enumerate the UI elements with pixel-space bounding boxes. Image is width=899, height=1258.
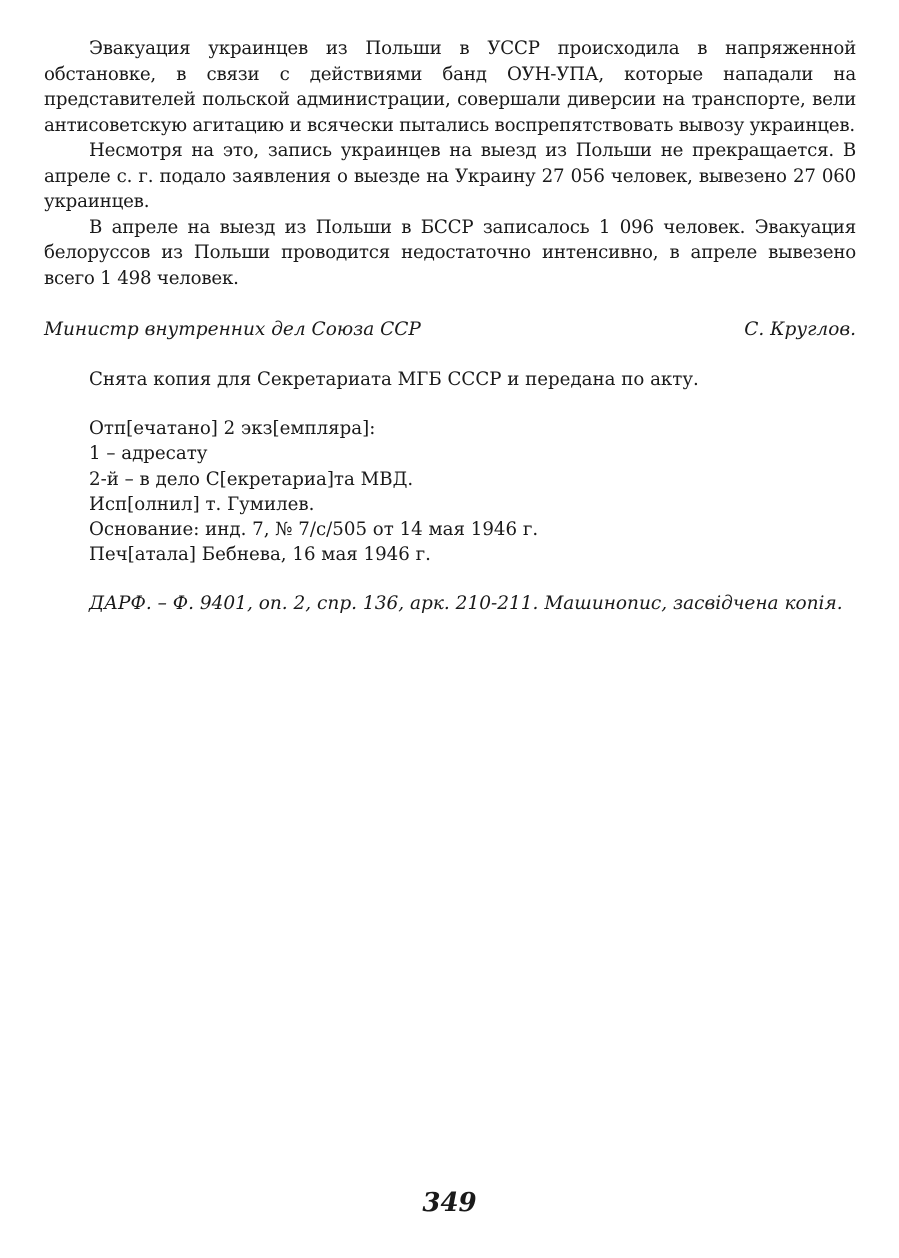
paragraph: В апреле на выезд из Польши в БССР записалось 1 096 человек. Эвакуация белоруссов из Польши проводится недостаточно интенсивно, в апреле вывезено всего 1 498 человек. [44, 216, 856, 289]
print-info-line: 1 – адресату [89, 443, 208, 465]
signatory-name: С. Круглов. [744, 319, 856, 340]
print-info-line: Исп[олнил] т. Гумилев. [89, 493, 315, 515]
print-info-line: Печ[атала] Бебнева, 16 мая 1946 г. [89, 544, 431, 566]
signatory-position: Министр внутренних дел Союза ССР [44, 319, 421, 340]
signature-block [44, 318, 856, 342]
print-info-line: Отп[ечатано] 2 экз[емпляра]: [89, 418, 376, 439]
page-number: 349 [422, 1188, 477, 1218]
print-info [44, 416, 856, 568]
paragraph: Несмотря на это, запись украинцев на выезд из Польши не прекращается. В апреле с. г. подало заявления о выезде на Украину 27 056 человек, вывезено 27 060 украинцев. [44, 140, 856, 212]
paragraph: Эвакуация украинцев из Польши в УССР происходила в напряженной обстановке, в связи с действиями банд ОУН-УПА, которые нападали на представителей польской администрации, совершали диверсии на транспорте, вели антисоветскую агитацию и всячески пытались воспрепятствовать вывозу украинцев. [44, 38, 856, 136]
archive-reference: ДАРФ. – Ф. 9401, оп. 2, спр. 136, арк. 210-211. Машинопис, засвідчена копія. [89, 592, 843, 614]
print-info-line: Основание: инд. 7, № 7/с/505 от 14 мая 1946 г. [89, 519, 539, 541]
print-info-line: 2-й – в дело С[екретариа]та МВД. [89, 468, 414, 490]
document-body [44, 36, 856, 616]
copy-note: Снята копия для Секретариата МГБ СССР и передана по акту. [89, 369, 699, 390]
